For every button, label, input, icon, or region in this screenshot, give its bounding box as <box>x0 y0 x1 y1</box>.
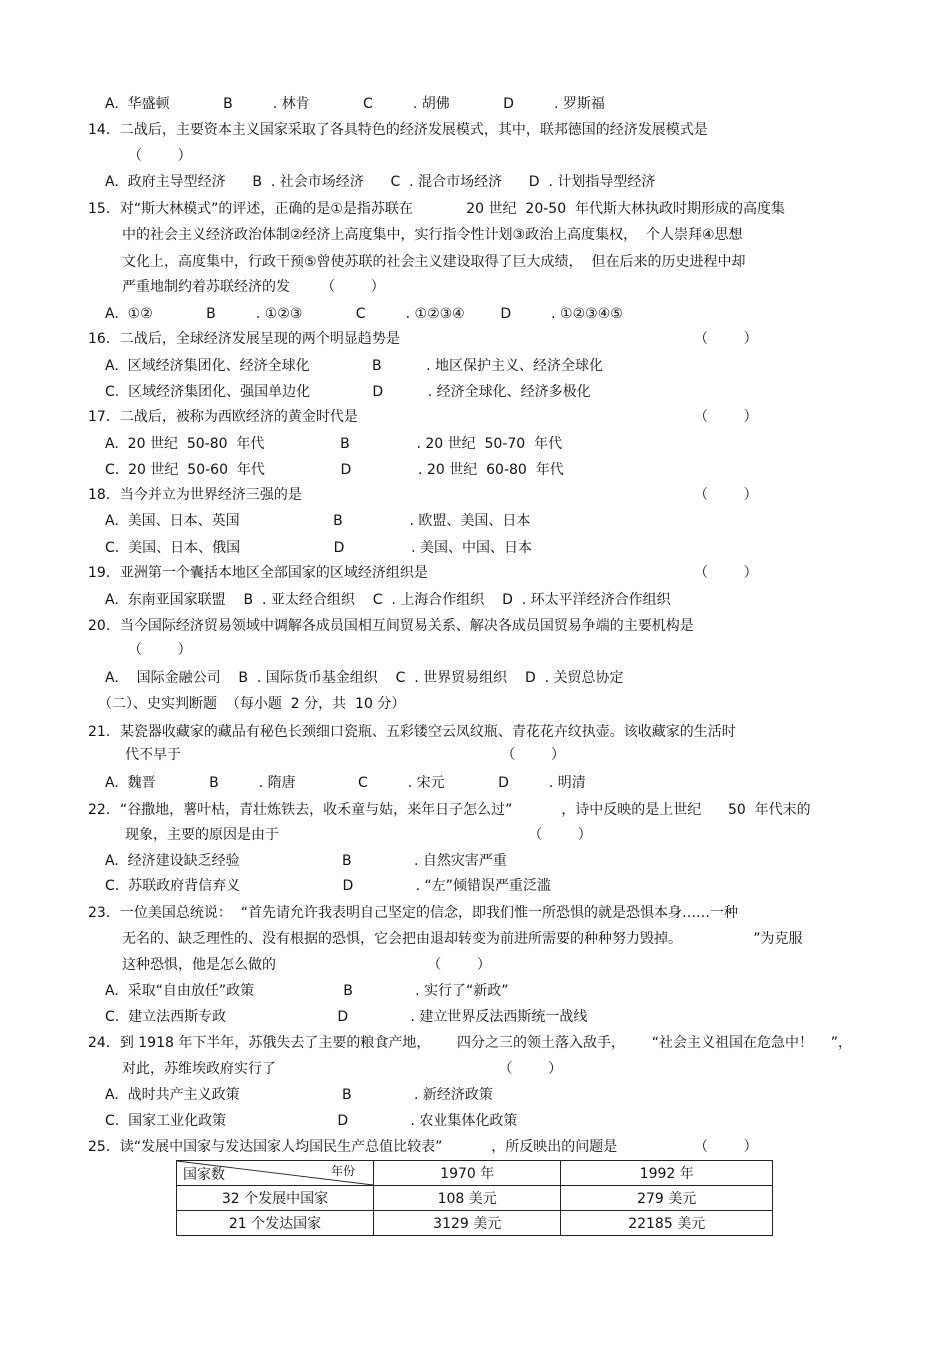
column-header-1970: 1970 年 <box>374 1161 561 1186</box>
q21-options: A. 魏晋 B . 隋唐 C . 宋元 D . 明清 <box>105 775 586 791</box>
q23-line2: 无名的、缺乏理性的、没有根据的恐惧，它会把由退却转变为前进所需要的种种努力毁掉。 ”为克服 <box>122 931 803 947</box>
column-header-1992: 1992 年 <box>561 1161 773 1186</box>
q14-paren: （ ） <box>128 148 192 164</box>
q13-options: A. 华盛顿 B . 林肯 C . 胡佛 D . 罗斯福 <box>105 96 605 112</box>
q16-option-ab: A. 区域经济集团化、经济全球化 B . 地区保护主义、经济全球化 <box>105 358 603 374</box>
q14-stem: 14．二战后，主要资本主义国家采取了各具特色的经济发展模式，其中，联邦德国的经济发展模式是 <box>88 122 708 138</box>
q14-options: A. 政府主导型经济 B . 社会市场经济 C . 混合市场经济 D . 计划指导型经济 <box>105 174 656 190</box>
section-title: （二）、史实判断题 （每小题 2 分，共 10 分） <box>98 696 406 712</box>
row-label: 21 个发达国家 <box>177 1211 374 1236</box>
table-row <box>177 1186 773 1211</box>
q15-line3: 文化上，高度集中，行政干预⑤曾使苏联的社会主义建设取得了巨大成绩， 但在后来的历史进程中却 <box>122 254 746 270</box>
q25-stem: 25．读“发展中国家与发达国家人均国民生产总值比较表” ，所反映出的问题是 <box>88 1139 618 1155</box>
cell-value: 22185 美元 <box>561 1211 773 1236</box>
gnp-comparison-table <box>176 1160 773 1236</box>
q17-option-ab: A. 20 世纪 50-80 年代 B . 20 世纪 50-70 年代 <box>105 436 563 452</box>
q24-line2: 对此，苏维埃政府实行了 （ ） <box>122 1061 563 1077</box>
row-label: 32 个发展中国家 <box>177 1186 374 1211</box>
cell-value: 3129 美元 <box>374 1211 561 1236</box>
q22-line1: 22．“谷撒地，薯叶枯，青壮炼铁去，收禾童与姑，来年日子怎么过” ，诗中反映的是上世纪 50 年代末的 <box>88 802 811 818</box>
q22-option-cd: C. 苏联政府背信弃义 D . “左”倾错误严重泛滥 <box>105 878 551 894</box>
q20-options: A. 国际金融公司 B . 国际货币基金组织 C . 世界贸易组织 D . 关贸总协定 <box>105 670 624 686</box>
q25-paren: （ ） <box>694 1139 758 1155</box>
q20-paren: （ ） <box>128 642 192 658</box>
q16-option-cd: C. 区域经济集团化、强国单边化 D . 经济全球化、经济多极化 <box>105 384 591 400</box>
q20-stem: 20．当今国际经济贸易领域中调解各成员国相互间贸易关系、解决各成员国贸易争端的主要机构是 <box>88 618 694 634</box>
q15-line1: 15．对“斯大林模式”的评述，正确的是①是指苏联在 20 世纪 20-50 年代斯大林执政时期形成的高度集 <box>88 201 786 217</box>
q15-options: A. ①② B . ①②③ C . ①②③④ D . ①②③④⑤ <box>105 306 623 322</box>
q22-option-ab: A. 经济建设缺乏经验 B . 自然灾害严重 <box>105 853 507 869</box>
q16-stem: 16．二战后，全球经济发展呈现的两个明显趋势是 <box>88 331 400 347</box>
q18-paren: （ ） <box>694 487 758 503</box>
table-corner-cell <box>177 1161 374 1186</box>
q17-stem: 17．二战后，被称为西欧经济的黄金时代是 <box>88 409 358 425</box>
q24-line1: 24．到 1918 年下半年，苏俄失去了主要的粮食产地， 四分之三的领土落入敌手， “社会主义祖国在危急中！ ”， <box>88 1035 853 1051</box>
q22-line2: 现象，主要的原因是由于 （ ） <box>125 827 592 843</box>
q15-line4: 严重地制约着苏联经济的发 （ ） <box>122 279 385 295</box>
q21-line2: 代不早于 （ ） <box>125 747 566 763</box>
q24-option-ab: A. 战时共产主义政策 B . 新经济政策 <box>105 1087 493 1103</box>
cell-value: 108 美元 <box>374 1186 561 1211</box>
q24-option-cd: C. 国家工业化政策 D . 农业集体化政策 <box>105 1113 518 1129</box>
q16-paren: （ ） <box>694 331 758 347</box>
q18-stem: 18．当今并立为世界经济三强的是 <box>88 487 302 503</box>
q18-option-cd: C. 美国、日本、俄国 D . 美国、中国、日本 <box>105 540 533 556</box>
q19-paren: （ ） <box>694 565 758 581</box>
q15-line2: 中的社会主义经济政治体制②经济上高度集中，实行指令性计划③政治上高度集权， 个人崇拜④思想 <box>122 227 743 243</box>
q19-stem: 19．亚洲第一个囊括本地区全部国家的区域经济组织是 <box>88 565 428 581</box>
cell-value: 279 美元 <box>561 1186 773 1211</box>
corner-left-label: 国家数 <box>183 1167 225 1183</box>
table-row <box>177 1211 773 1236</box>
q17-paren: （ ） <box>694 409 758 425</box>
q23-line1: 23．一位美国总统说： “首先请允许我表明自己坚定的信念，即我们惟一所恐惧的就是恐惧本身……一种 <box>88 905 738 921</box>
q18-option-ab: A. 美国、日本、英国 B . 欧盟、美国、日本 <box>105 513 531 529</box>
q23-option-cd: C. 建立法西斯专政 D . 建立世界反法西斯统一战线 <box>105 1009 588 1025</box>
q23-option-ab: A. 采取“自由放任”政策 B . 实行了“新政” <box>105 983 509 999</box>
q23-line3: 这种恐惧，他是怎么做的 （ ） <box>122 957 491 973</box>
q17-option-cd: C. 20 世纪 50-60 年代 D . 20 世纪 60-80 年代 <box>105 462 564 478</box>
q21-line1: 21．某瓷器收藏家的藏品有秘色长颈细口瓷瓶、五彩镂空云凤纹瓶、青花花卉纹执壶。该收藏家的生活时 <box>88 724 736 740</box>
table-header-row <box>177 1161 773 1186</box>
corner-right-label: 年份 <box>330 1164 355 1178</box>
q19-options: A. 东南亚国家联盟 B . 亚太经合组织 C . 上海合作组织 D . 环太平洋经济合作组织 <box>105 592 671 608</box>
